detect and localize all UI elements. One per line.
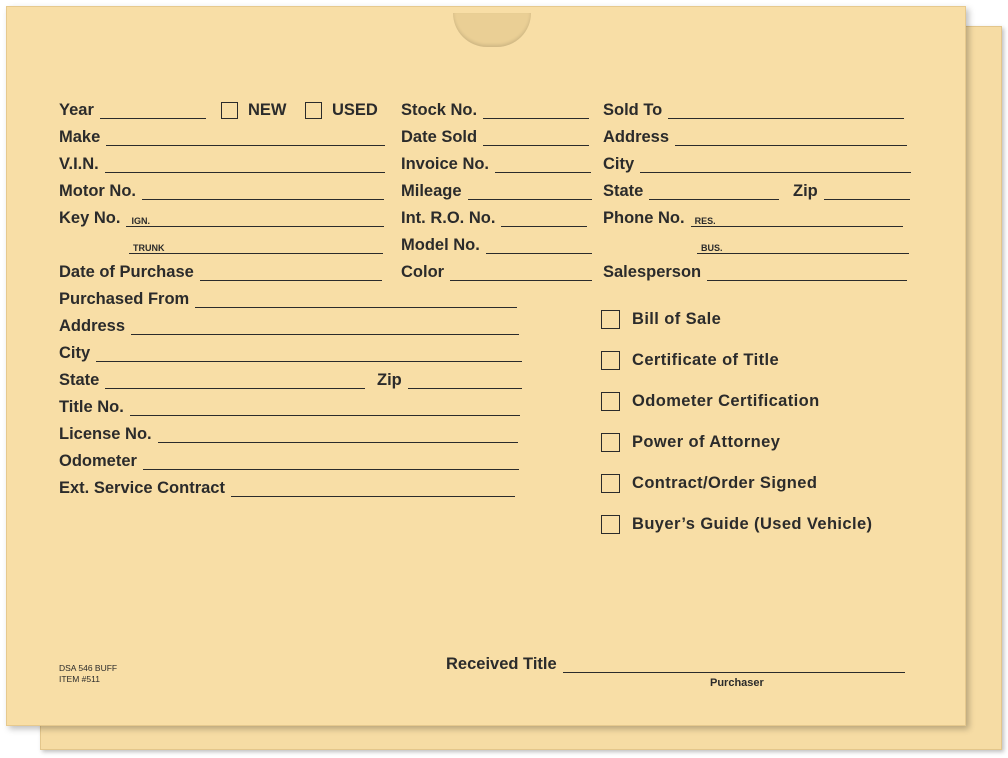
stock-no-field[interactable] [401,99,589,119]
sold-to-zip-line[interactable] [824,185,910,200]
year-line[interactable] [100,104,206,119]
form-code: DSA 546 BUFF [59,663,118,673]
checklist-item-power-of-attorney[interactable] [601,431,780,453]
purchase-city-field[interactable] [59,342,522,362]
int-ro-no-line[interactable] [501,212,587,227]
salesperson-field[interactable] [603,261,907,281]
mileage-label: Mileage [401,182,462,200]
item-number: ITEM #511 [59,674,100,684]
sold-to-city-field[interactable] [603,153,911,173]
new-label-wrap [248,99,287,119]
checklist-label: Odometer Certification [632,391,820,410]
bus-label: BUS. [701,243,723,253]
checklist-label: Power of Attorney [632,432,781,451]
checklist-item-contract-order-signed[interactable] [601,472,817,494]
key-no-field[interactable] [59,207,384,227]
purchased-from-field[interactable] [59,288,517,308]
odometer-line[interactable] [143,455,519,470]
used-label: USED [332,101,378,119]
trunk-label: TRUNK [133,243,165,253]
phone-no-field[interactable] [603,207,903,227]
phone-res-line[interactable] [691,212,903,227]
key-ign-line[interactable] [126,212,384,227]
date-of-purchase-field[interactable] [59,261,382,281]
title-no-field[interactable] [59,396,520,416]
sold-to-address-field[interactable] [603,126,907,146]
make-line[interactable] [106,131,385,146]
sold-to-label: Sold To [603,101,663,119]
title-no-label: Title No. [59,398,124,416]
checkbox[interactable] [601,392,620,411]
purchased-from-label: Purchased From [59,290,190,308]
motor-no-field[interactable] [59,180,384,200]
ext-service-contract-label: Ext. Service Contract [59,479,225,497]
thumb-notch [453,13,531,47]
sold-to-line[interactable] [668,104,904,119]
int-ro-no-label: Int. R.O. No. [401,209,496,227]
sold-to-field[interactable] [603,99,904,119]
odometer-field[interactable] [59,450,519,470]
checklist-item-odometer-certification[interactable] [601,390,820,412]
sold-to-state-field[interactable] [603,180,779,200]
checkbox[interactable] [601,351,620,370]
purchase-zip-label: Zip [377,371,402,389]
date-sold-label: Date Sold [401,128,478,146]
received-title-field[interactable] [446,653,905,673]
new-label: NEW [248,101,287,119]
date-sold-field[interactable] [401,126,589,146]
invoice-no-field[interactable] [401,153,591,173]
sold-to-address-label: Address [603,128,670,146]
purchased-from-line[interactable] [195,293,517,308]
checkbox[interactable] [601,433,620,452]
model-no-field[interactable] [401,234,592,254]
purchase-address-label: Address [59,317,126,335]
invoice-no-label: Invoice No. [401,155,490,173]
odometer-label: Odometer [59,452,137,470]
purchase-address-field[interactable] [59,315,519,335]
purchase-state-line[interactable] [105,374,365,389]
sold-to-address-line[interactable] [675,131,907,146]
purchase-city-label: City [59,344,91,362]
license-no-field[interactable] [59,423,518,443]
date-of-purchase-label: Date of Purchase [59,263,194,281]
motor-no-label: Motor No. [59,182,136,200]
checklist-label: Certificate of Title [632,350,780,369]
phone-no-label: Phone No. [603,209,685,227]
used-label-wrap [332,99,378,119]
key-no-label: Key No. [59,209,121,227]
checklist-label: Bill of Sale [632,309,722,328]
sold-to-zip-label: Zip [793,182,818,200]
purchaser-caption: Purchaser [710,677,764,689]
mileage-field[interactable] [401,180,592,200]
year-field[interactable] [59,99,206,119]
checkbox[interactable] [601,310,620,329]
checklist-item-certificate-of-title[interactable] [601,349,779,371]
stock-no-line[interactable] [483,104,589,119]
model-no-label: Model No. [401,236,480,254]
ign-label: IGN. [131,216,150,226]
res-label: RES. [694,216,716,226]
deal-jacket-form [6,6,966,726]
key-trunk-field[interactable] [129,234,383,254]
used-checkbox[interactable] [305,102,322,119]
ext-service-contract-line[interactable] [231,482,515,497]
invoice-no-line[interactable] [495,158,591,173]
vin-line[interactable] [105,158,385,173]
mileage-line[interactable] [468,185,592,200]
purchase-address-line[interactable] [131,320,519,335]
checklist-label: Contract/Order Signed [632,473,818,492]
salesperson-line[interactable] [707,266,907,281]
checklist-label: Buyer’s Guide (Used Vehicle) [632,514,873,533]
sold-to-city-label: City [603,155,635,173]
color-field[interactable] [401,261,592,281]
ext-service-contract-field[interactable] [59,477,515,497]
new-checkbox[interactable] [221,102,238,119]
color-line[interactable] [450,266,592,281]
year-label: Year [59,101,94,119]
purchase-city-line[interactable] [96,347,522,362]
license-no-label: License No. [59,425,152,443]
model-no-line[interactable] [486,239,592,254]
vin-label: V.I.N. [59,155,99,173]
color-label: Color [401,263,445,281]
license-no-line[interactable] [158,428,518,443]
purchase-state-field[interactable] [59,369,365,389]
motor-no-line[interactable] [142,185,384,200]
salesperson-label: Salesperson [603,263,702,281]
sold-to-zip-field[interactable] [793,180,910,200]
sold-to-state-label: State [603,182,644,200]
phone-bus-line[interactable] [697,239,909,254]
vin-field[interactable] [59,153,385,173]
checklist-item-bill-of-sale[interactable] [601,308,721,330]
date-of-purchase-line[interactable] [200,266,382,281]
purchase-state-label: State [59,371,100,389]
sold-to-city-line[interactable] [640,158,911,173]
received-title-label: Received Title [446,655,557,673]
title-no-line[interactable] [130,401,520,416]
make-label: Make [59,128,101,146]
purchase-zip-line[interactable] [408,374,522,389]
checklist-item-buyers-guide[interactable] [601,513,872,535]
received-title-line[interactable] [563,658,905,673]
checkbox[interactable] [601,515,620,534]
int-ro-no-field[interactable] [401,207,587,227]
sold-to-state-line[interactable] [649,185,779,200]
checkbox[interactable] [601,474,620,493]
phone-bus-field[interactable] [697,234,909,254]
purchase-zip-field[interactable] [377,369,522,389]
key-trunk-line[interactable] [129,239,383,254]
date-sold-line[interactable] [483,131,589,146]
make-field[interactable] [59,126,385,146]
stock-no-label: Stock No. [401,101,478,119]
